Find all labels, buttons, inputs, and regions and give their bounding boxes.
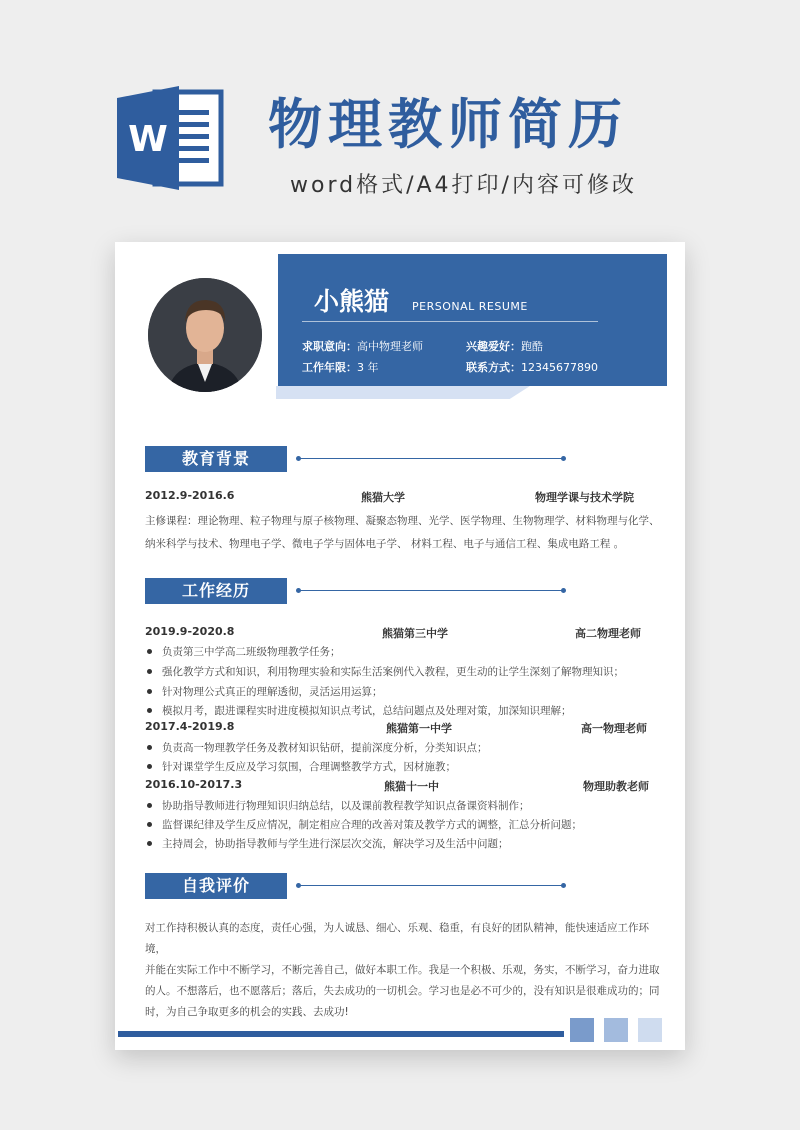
job-row bbox=[145, 778, 653, 794]
name-divider bbox=[302, 321, 598, 322]
work-section-header bbox=[145, 578, 683, 604]
education-heading: 教育背景 bbox=[145, 446, 287, 472]
page-title: 物理教师简历 bbox=[268, 93, 628, 156]
job-bullet: 针对课堂学生反应及学习氛围，合理调整教学方式，因材施教； bbox=[145, 759, 456, 774]
job-bullet: 监督课纪律及学生反应情况，制定相应合理的改善对策及教学方式的调整，汇总分析问题； bbox=[145, 817, 582, 832]
job-role: 高二物理老师 bbox=[575, 627, 641, 640]
contact-value: 12345677890 bbox=[521, 361, 598, 374]
job-company: 熊猫第一中学 bbox=[386, 722, 452, 735]
job-bullet: 针对物理公式真正的理解透彻，灵活运用运算； bbox=[145, 684, 383, 699]
name-box-accent bbox=[276, 386, 530, 399]
education-section-header bbox=[145, 446, 683, 472]
job-period: 2019.9-2020.8 bbox=[145, 625, 235, 638]
job-period: 2016.10-2017.3 bbox=[145, 778, 243, 791]
hobby-value: 跑酷 bbox=[521, 340, 543, 353]
job-row bbox=[145, 720, 653, 736]
education-college: 物理学课与技术学院 bbox=[535, 491, 634, 504]
resume-tagline: PERSONAL RESUME bbox=[412, 300, 528, 313]
job-bullet: 负责第三中学高二班级物理教学任务； bbox=[145, 644, 341, 659]
education-period: 2012.9-2016.6 bbox=[145, 489, 235, 502]
hobby bbox=[466, 338, 543, 354]
section-divider bbox=[299, 590, 563, 591]
resume-page bbox=[115, 242, 685, 1050]
self-eval-line: 的人。不想落后，也不愿落后；落后，失去成功的一切机会。学习也是必不可少的，没有知识是很难成功的；同 bbox=[145, 985, 660, 997]
footer-square bbox=[638, 1018, 662, 1042]
job-company: 熊猫十一中 bbox=[384, 780, 439, 793]
job-bullet: 负责高一物理教学任务及教材知识钻研，提前深度分析，分类知识点； bbox=[145, 740, 488, 755]
education-courses-line2: 纳米科学与技术、物理电子学、微电子学与固体电子学、 材料工程、电子与通信工程、集成电路工程 。 bbox=[145, 538, 625, 550]
work-years-value: 3 年 bbox=[357, 361, 379, 374]
self-eval-line: 并能在实际工作中不断学习，不断完善自己，做好本职工作。我是一个积极、乐观，务实，不断学习，奋力进取 bbox=[145, 964, 660, 976]
education-courses-line1: 主修课程：理论物理、粒子物理与原子核物理、凝聚态物理、光学、医学物理、生物物理学、材料物理与化学、 bbox=[145, 515, 660, 527]
education-school: 熊猫大学 bbox=[361, 491, 405, 504]
job-bullet: 主持周会，协助指导教师与学生进行深层次交流，解决学习及生活中问题； bbox=[145, 836, 509, 851]
self-eval-line: 时，为自己争取更多的机会的实践、去成功! bbox=[145, 1006, 349, 1018]
self-eval-heading: 自我评价 bbox=[145, 873, 287, 899]
footer-square bbox=[570, 1018, 594, 1042]
work-years bbox=[302, 359, 379, 375]
job-bullet: 协助指导教师进行物理知识归纳总结，以及课前教程教学知识点备课资料制作； bbox=[145, 798, 530, 813]
self-eval-line: 对工作持积极认真的态度，责任心强，为人诚恳、细心、乐观、稳重，有良好的团队精神，能快速适应工作环境， bbox=[145, 922, 649, 955]
job-period: 2017.4-2019.8 bbox=[145, 720, 235, 733]
self-eval-section-header bbox=[145, 873, 683, 899]
job-role: 物理助教老师 bbox=[583, 780, 649, 793]
avatar bbox=[148, 278, 262, 392]
name-box bbox=[278, 254, 667, 386]
self-eval-text bbox=[145, 918, 663, 1023]
word-icon-letter: W bbox=[128, 119, 168, 160]
section-divider bbox=[299, 458, 563, 459]
footer-bar bbox=[118, 1031, 564, 1037]
job-row bbox=[145, 625, 653, 641]
job-intent-value: 高中物理老师 bbox=[357, 340, 423, 353]
job-bullet: 模拟月考，跟进课程实时进度模拟知识点考试，总结问题点及处理对策，加深知识理解； bbox=[145, 703, 572, 718]
job-bullet: 强化教学方式和知识，利用物理实验和实际生活案例代入教程，更生动的让学生深刻了解物理知识； bbox=[145, 664, 624, 679]
page-subtitle: word格式/A4打印/内容可修改 bbox=[290, 173, 637, 198]
work-years-label: 工作年限： bbox=[302, 361, 357, 374]
job-company: 熊猫第三中学 bbox=[382, 627, 448, 640]
education-row bbox=[145, 489, 653, 505]
word-document-icon bbox=[117, 84, 225, 192]
person-name: 小熊猫 bbox=[314, 287, 390, 316]
hobby-label: 兴趣爱好： bbox=[466, 340, 521, 353]
work-heading: 工作经历 bbox=[145, 578, 287, 604]
section-divider bbox=[299, 885, 563, 886]
contact bbox=[466, 359, 598, 375]
job-intent bbox=[302, 338, 423, 354]
footer-square bbox=[604, 1018, 628, 1042]
job-role: 高一物理老师 bbox=[581, 722, 647, 735]
job-intent-label: 求职意向： bbox=[302, 340, 357, 353]
contact-label: 联系方式： bbox=[466, 361, 521, 374]
